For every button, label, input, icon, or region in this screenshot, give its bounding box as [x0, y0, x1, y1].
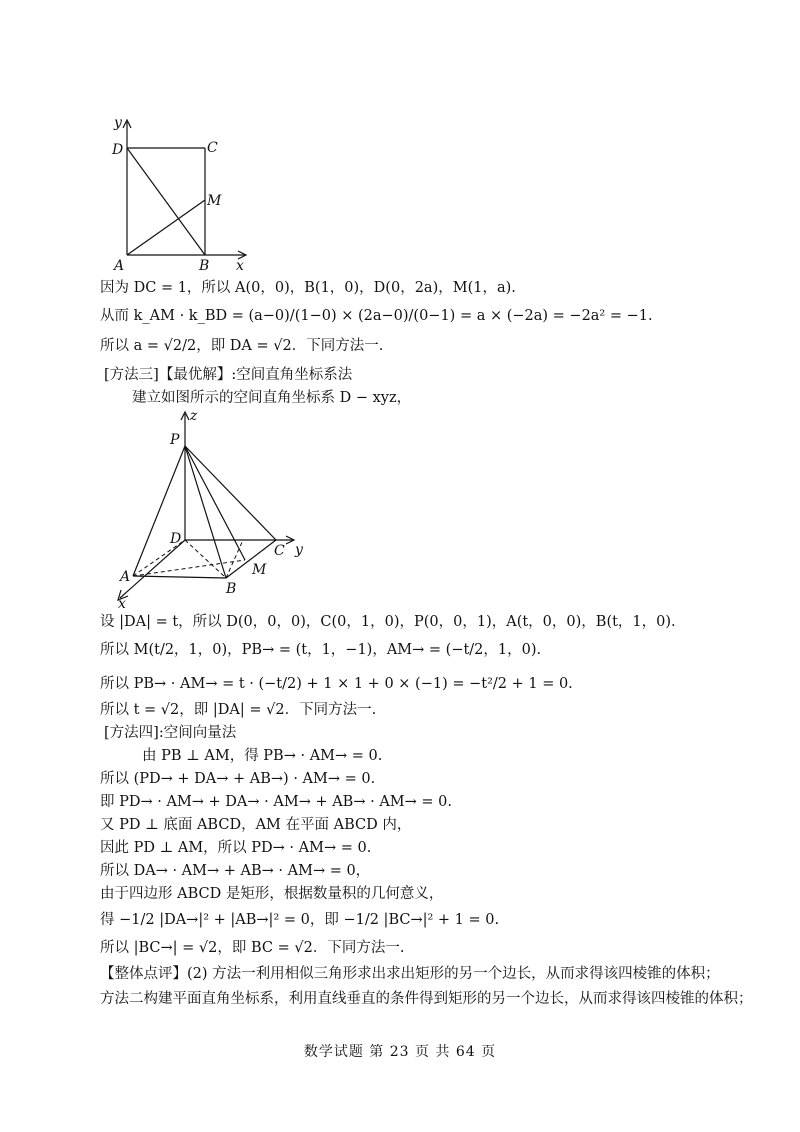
text-line: 因此 PD ⊥ AM，所以 PD→ · AM→ = 0.	[100, 840, 372, 856]
text-line: 所以 PB→ · AM→ = t · (−t/2) + 1 × 1 + 0 × (−1) = −t²/2 + 1 = 0.	[100, 676, 573, 692]
label-M: M	[207, 193, 222, 209]
summary-line: 方法二构建平面直角坐标系，利用直线垂直的条件得到矩形的另一个边长，从而求得该四棱锥的体积；	[100, 991, 753, 1007]
figure-rectangle-coordinate	[100, 110, 260, 275]
text-line: 所以 |BC→| = √2，即 BC = √2．下同方法一.	[100, 940, 405, 956]
label-C: C	[274, 543, 285, 559]
text-line: 所以 a = √2/2，即 DA = √2．下同方法一.	[100, 338, 384, 354]
label-M: M	[252, 562, 267, 578]
page-footer: 数学试题 第 23 页 共 64 页	[303, 1044, 497, 1060]
label-y: y	[295, 542, 303, 558]
label-A: A	[114, 258, 125, 274]
text-line: 设 |DA| = t，所以 D(0，0，0)，C(0，1，0)，P(0，0，1)，A(t，0，0)，B(t，1，0).	[100, 614, 676, 630]
label-P: P	[170, 432, 180, 448]
label-B: B	[226, 581, 237, 597]
section-heading: [方法四]:空间向量法	[104, 725, 237, 741]
text-line: 即 PD→ · AM→ + DA→ · AM→ + AB→ · AM→ = 0.	[100, 794, 452, 810]
text-line: 由于四边形 ABCD 是矩形，根据数量积的几何意义，	[100, 886, 444, 902]
text-line: 又 PD ⊥ 底面 ABCD，AM 在平面 ABCD 内，	[100, 817, 412, 833]
figure-pyramid-3d	[108, 408, 313, 608]
text-line: 得 −1/2 |DA→|² + |AB→|² = 0，即 −1/2 |BC→|² + 1 = 0.	[100, 912, 500, 928]
label-x: x	[236, 258, 244, 274]
label-z: z	[190, 408, 198, 424]
label-D: D	[170, 531, 182, 547]
label-A: A	[120, 569, 131, 585]
text-line: 所以 DA→ · AM→ + AB→ · AM→ = 0，	[100, 863, 371, 879]
text-line: 所以 (PD→ + DA→ + AB→) · AM→ = 0.	[100, 771, 376, 787]
summary-line: 【整体点评】(2) 方法一利用相似三角形求出求出矩形的另一个边长，从而求得该四棱锥的体积；	[100, 966, 720, 982]
text-line: 从而 k_AM · k_BD = (a−0)/(1−0) × (2a−0)/(0−1) = a × (−2a) = −2a² = −1.	[100, 308, 653, 324]
text-line: 因为 DC = 1，所以 A(0，0)，B(1，0)，D(0，2a)，M(1，a).	[100, 280, 516, 296]
text-line: 所以 M(t/2，1，0)，PB→ = (t，1，−1)，AM→ = (−t/2，1，0).	[100, 642, 542, 658]
label-C: C	[207, 140, 218, 156]
label-x: x	[118, 596, 126, 608]
label-B: B	[199, 258, 210, 274]
text-line: 所以 t = √2，即 |DA| = √2．下同方法一.	[100, 702, 377, 718]
text-line: 建立如图所示的空间直角坐标系 D − xyz，	[132, 390, 412, 406]
section-heading: [方法三]【最优解】:空间直角坐标系法	[104, 367, 353, 383]
label-y: y	[114, 115, 122, 131]
text-line: 由 PB ⊥ AM，得 PB→ · AM→ = 0.	[142, 748, 383, 764]
label-D: D	[112, 142, 124, 158]
